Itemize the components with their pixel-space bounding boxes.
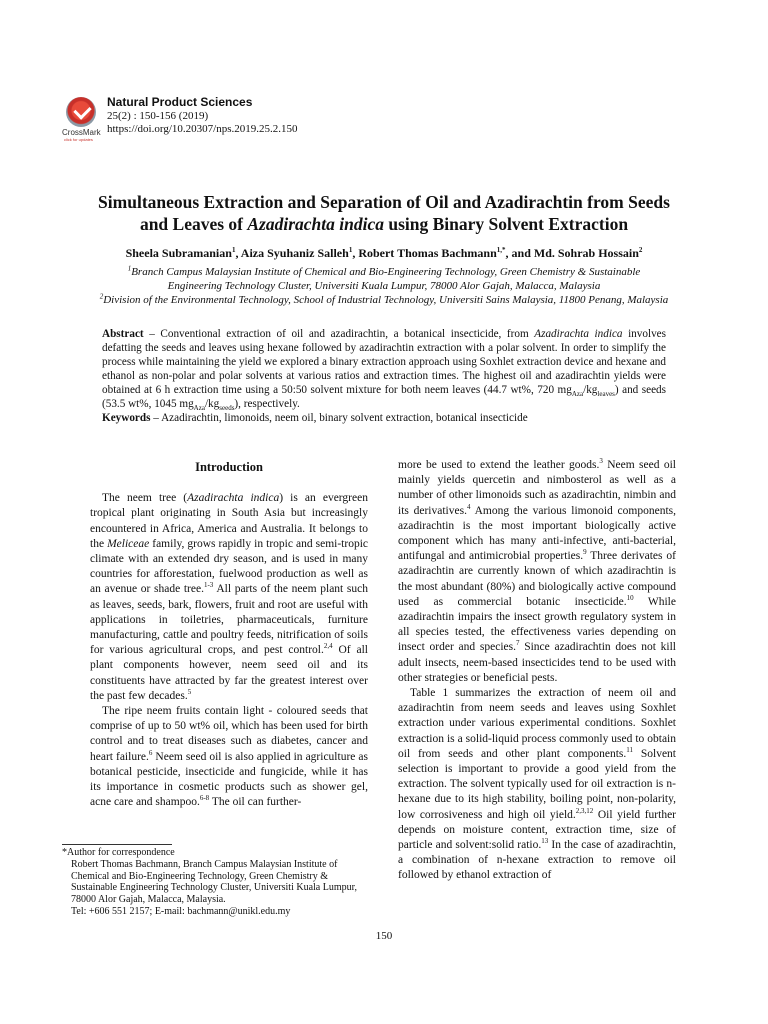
footnote-body: Robert Thomas Bachmann, Branch Campus Malaysian Institute of Chemical and Bio-Engineering Technology, Green Chemistry & Sustainable Engineering Technology Cluster, Universiti Kuala Lumpur, 78000 Alor Gajah, Malacca, Malaysia. (71, 858, 358, 906)
author-name: Sheela Subramanian (125, 246, 232, 260)
paragraph: more be used to extend the leather goods.$^3$ Neem seed oil mainly yields quercetin and nimbosterol as well as a number of other limonoids such as azadirachtin, nimbin and its derivatives.$^4$ Among the various limonoid components, azadirachtin is the most important biologically active component which has many anti-infective, anti-bacterial, antifungal and antimicrobial properties.$^9$ Three derivates of azadirachtin are currently known of which azadirachtin is the most abundant (80%) and biologically active compound used as commercial botanic insecticide.$^{10}$ While azadirachtin impairs the insect growth regulatory system in all species tested, the effectiveness varies depending on insect order and species.$^7$ Since azadirachtin does not kill adult insects, neem-based insecticides tend to be used with other strategies or beneficial pests. (398, 457, 676, 684)
footnote-contact: Tel: +606 551 2157; E-mail: bachmann@unikl.edu.my (71, 905, 291, 917)
section-heading-introduction: Introduction (195, 460, 263, 474)
title-line-2: and Leaves of Azadirachta indica using Binary Solvent Extraction (139, 214, 629, 234)
affiliations (40, 265, 728, 307)
author-name: , Aiza Syuhaniz Salleh (235, 246, 349, 260)
paragraph: Table 1 summarizes the extraction of neem oil and azadirachtin from neem seeds and leaves using Soxhlet extraction under various experimental conditions. Soxhlet extraction is a solid-liquid process commonly used to obtain oil from seeds and other plant components.$^{11}$ Solvent selection is important to provide a good yield from the extraction. The solvent typically used for oil extraction is n-hexane due to its high stability, boiling point, non-polarity, low corrosiveness and high oil yield.$^{2,3,12}$ Oil yield further depends on moisture content, extraction time, size of particle and solvent:solid ratio.$^{13}$ In the case of azadirachtin, a combination of n-hexane extraction to remove oil followed by ethanol extraction of (398, 687, 677, 882)
affiliation-1-cont: Engineering Technology Cluster, Universiti Kuala Lumpur, 78000 Alor Gajah, Malacca, Malaysia (167, 280, 601, 292)
page-number: 150 (375, 930, 393, 942)
keywords-label: Keywords (102, 412, 151, 424)
author-name: , and Md. Sohrab Hossain (505, 246, 639, 260)
affiliation-1: $^1$Branch Campus Malaysian Institute of Chemical and Bio-Engineering Technology, Green Chemistry & Sustainable (127, 264, 641, 278)
affiliation-2: $^2$Division of the Environmental Technology, School of Industrial Technology, Universiti Sains Malaysia, 11800 Penang, Malaysia (99, 292, 669, 306)
keywords: Keywords – Azadirachtin, limonoids, neem oil, binary solvent extraction, botanical insecticide (102, 412, 528, 424)
crossmark-icon (66, 97, 96, 127)
paragraph: The ripe neem fruits contain light - coloured seeds that comprise of up to 50 wt% oil, which has been used for birth control and to treat diseases such as diabetes, cancer and heart failure.$^6$ Neem seed oil is also applied in agriculture as botanical pesticide, insecticide and fungicide, while it has its importance in cosmetic products such as shower gel, acne care and shampoo.$^{6-8}$ The oil can further- (90, 705, 368, 809)
paper-title (80, 191, 688, 235)
abstract (102, 327, 666, 425)
crossmark-sublabel: click for updates (64, 137, 93, 142)
left-column (90, 458, 368, 810)
footnote-divider (62, 844, 172, 845)
journal-name: Natural Product Sciences (107, 95, 253, 109)
author-name: , Robert Thomas Bachmann (352, 246, 497, 260)
footnote-title: *Author for correspondence (62, 847, 175, 858)
correspondence-footnote (62, 847, 372, 918)
paragraph: The neem tree (Azadirachta indica) is an evergreen tropical plant originating in South Asia but increasingly encountered in Africa, America and Australia. It belongs to the Meliceae family, grows rapidly in tropic and semi-tropic climate with an extended dry season, and is used in many countries for afforestation, fuelwood production as well as an avenue or shade tree.$^{1-3}$ All parts of the neem plant such as leaves, seeds, bark, flowers, fruit and root are useful with applications in toiletries, pharmaceuticals, furniture manufacturing, cattle and poultry feeds, nitrification of soils for various agricultural crops, and pest control.$^{2,4}$ Of all plant components however, neem seed oil and its constituents have attracted by far the greatest interest over the past few decades.$^5$ (90, 492, 368, 702)
right-column (398, 458, 676, 884)
crossmark-label: CrossMark (62, 128, 101, 137)
journal-issue: 25(2) : 150-156 (2019) (107, 110, 209, 122)
title-line-1: Simultaneous Extraction and Separation of Oil and Azadirachtin from Seeds (98, 192, 670, 212)
abstract-label: Abstract (102, 328, 144, 340)
author-list: Sheela Subramanian$^1$, Aiza Syuhaniz Salleh$^1$, Robert Thomas Bachmann$^{1,*}$, and Md. Sohrab Hossain$^2$ (125, 246, 643, 260)
crossmark-logo[interactable] (62, 97, 102, 145)
abstract-body: Abstract – Conventional extraction of oil and azadirachtin, a botanical insecticide, from Azadirachta indica involves defatting the seeds and leaves using hexane followed by azadirachtin extraction with a polar solvent. In order to simplify the process while maintaining the yield we explored a binary extraction approach using Soxhlet extraction device and hexane and ethanol as non-polar and polar solvents at various ratios and extraction times. The highest oil and azadirachtin yields were obtained at 6 h extraction time using a 50:50 solvent mixture for both neem leaves (44.7 wt%, 720 $mg_{Aza}/kg_{leaves}$) and seeds (53.5 wt%, 1045 $mg_{Aza}/kg_{seeds}$), respectively. (102, 328, 666, 413)
doi-link[interactable]: https://doi.org/10.20307/nps.2019.25.2.150 (107, 123, 298, 135)
